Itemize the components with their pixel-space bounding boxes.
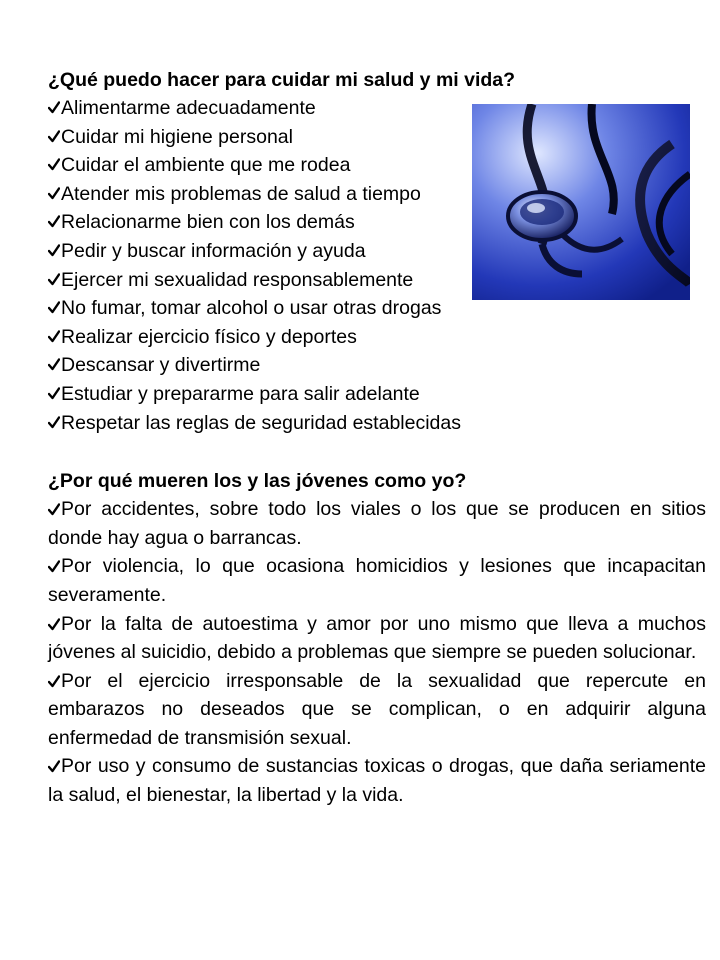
checkmark-icon	[48, 301, 60, 314]
list-item: Pedir y buscar información y ayuda	[48, 237, 706, 266]
checkmark-icon	[48, 215, 60, 228]
checkmark-icon	[48, 158, 60, 171]
list-item: No fumar, tomar alcohol o usar otras drogas	[48, 294, 706, 323]
health-care-list	[48, 94, 706, 437]
checkmark-icon	[48, 187, 60, 200]
list-item: Respetar las reglas de seguridad establecidas	[48, 409, 706, 438]
checkmark-icon	[48, 330, 60, 343]
list-item: Relacionarme bien con los demás	[48, 208, 706, 237]
list-item: Cuidar mi higiene personal	[48, 123, 706, 152]
document-body	[48, 66, 706, 810]
checkmark-icon	[48, 358, 60, 371]
checkmark-icon	[48, 387, 60, 400]
list-item: Por uso y consumo de sustancias toxicas o drogas, que daña seriamente la salud, el bienestar, la libertad y la vida.	[48, 755, 706, 807]
list-item: Por la falta de autoestima y amor por uno mismo que lleva a muchos jóvenes al suicidio, debido a problemas que siempre se pueden solucionar.	[48, 612, 706, 664]
checkmark-icon	[48, 416, 60, 429]
list-item: Por violencia, lo que ocasiona homicidios y lesiones que incapacitan severamente.	[48, 555, 706, 606]
list-item: Descansar y divertirme	[48, 351, 706, 380]
list-item: Alimentarme adecuadamente	[48, 94, 706, 123]
checkmark-icon	[48, 273, 60, 286]
list-item: Realizar ejercicio físico y deportes	[48, 323, 706, 352]
section-gap	[48, 437, 706, 467]
list-item: Estudiar y prepararme para salir adelante	[48, 380, 706, 409]
list-item: Ejercer mi sexualidad responsablemente	[48, 266, 706, 295]
checkmark-icon	[48, 675, 60, 688]
checkmark-icon	[48, 560, 60, 573]
checkmark-icon	[48, 503, 60, 516]
youth-death-causes-list	[48, 495, 706, 810]
list-item: Por accidentes, sobre todo los viales o los que se producen en sitios donde hay agua o barrancas.	[48, 498, 706, 549]
checkmark-icon	[48, 244, 60, 257]
list-item: Cuidar el ambiente que me rodea	[48, 151, 706, 180]
checkmark-icon	[48, 760, 60, 773]
section1-heading: ¿Qué puedo hacer para cuidar mi salud y mi vida?	[48, 69, 516, 91]
list-item: Por el ejercicio irresponsable de la sexualidad que repercute en embarazos no deseados que se complican, o en adquirir alguna enfermedad de transmisión sexual.	[48, 669, 706, 749]
list-item: Atender mis problemas de salud a tiempo	[48, 180, 706, 209]
checkmark-icon	[48, 618, 60, 631]
section2-heading: ¿Por qué mueren los y las jóvenes como yo?	[48, 470, 467, 493]
checkmark-icon	[48, 130, 60, 143]
checkmark-icon	[48, 101, 60, 114]
